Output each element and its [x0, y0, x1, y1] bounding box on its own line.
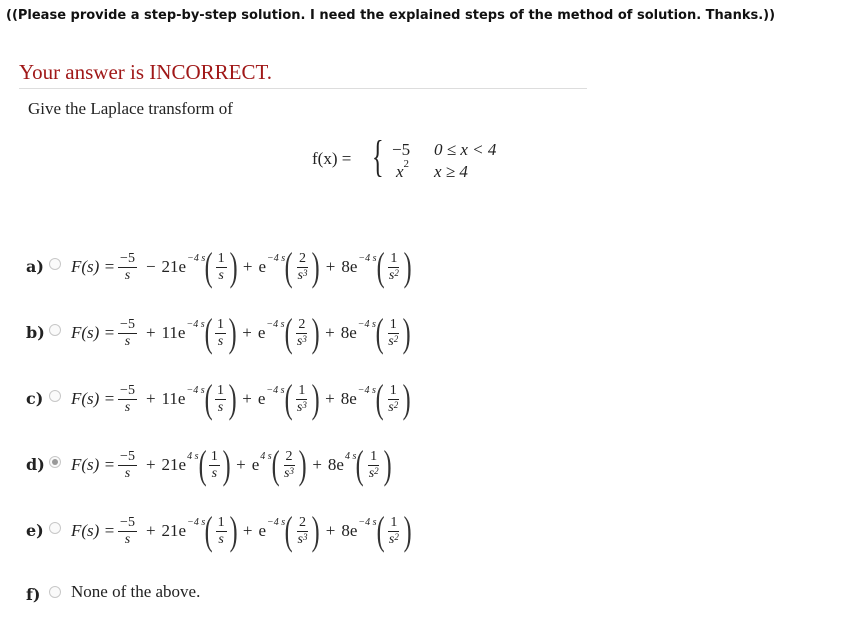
operator: +	[312, 455, 322, 474]
option-letter: e)	[26, 521, 44, 540]
operator: +	[325, 521, 336, 540]
coefficient: e	[258, 521, 267, 540]
operator: +	[325, 323, 335, 342]
fraction: $\frac{-5}{s}$	[120, 448, 135, 481]
fraction: $\frac{1}{s^3}$	[296, 382, 307, 415]
fraction: $\frac{-5}{s}$	[120, 316, 135, 349]
radio-button[interactable]	[49, 258, 61, 270]
radio-button[interactable]	[49, 324, 61, 336]
exponent: −4 s	[267, 252, 286, 264]
answer-option-c[interactable]	[0, 374, 851, 424]
coefficient: 8e	[340, 389, 357, 408]
fraction: $\frac{2}{s^3}$	[297, 250, 308, 283]
left-paren-icon: (	[375, 310, 384, 355]
fraction: $\frac{2}{s^3}$	[296, 316, 307, 349]
exponent: −4 s	[266, 384, 285, 396]
left-paren-icon: (	[376, 244, 385, 289]
divider	[19, 88, 587, 89]
exponent: −4 s	[187, 516, 206, 528]
formula-lhs: F(s) =	[71, 521, 116, 540]
operator: +	[242, 389, 252, 408]
coefficient: 8e	[340, 323, 357, 342]
operator: −	[145, 257, 156, 276]
option-letter: b)	[26, 323, 45, 342]
coefficient: e	[251, 455, 260, 474]
coefficient: 11e	[161, 389, 186, 408]
left-paren-icon: (	[204, 508, 213, 553]
left-paren-icon: (	[375, 376, 384, 421]
operator: +	[242, 257, 253, 276]
function-lhs: f(x) =	[312, 149, 352, 168]
formula-lhs: F(s) =	[71, 323, 116, 342]
right-paren-icon: )	[402, 376, 411, 421]
right-paren-icon: )	[311, 376, 320, 421]
radio-button[interactable]	[49, 456, 61, 468]
right-paren-icon: )	[229, 508, 238, 553]
fraction: $\frac{1}{s^2}$	[388, 382, 399, 415]
right-paren-icon: )	[312, 244, 321, 289]
left-paren-icon: (	[204, 376, 213, 421]
fraction: $\frac{1}{s}$	[216, 382, 224, 415]
answer-option-b[interactable]	[0, 308, 851, 358]
right-paren-icon: )	[229, 244, 238, 289]
row1-value: −5	[392, 140, 411, 159]
answer-option-a[interactable]	[0, 242, 851, 292]
fraction: $\frac{1}{s^2}$	[388, 514, 399, 547]
operator: +	[145, 323, 156, 342]
right-paren-icon: )	[228, 376, 237, 421]
exponent: −4 s	[187, 252, 206, 264]
operator: +	[145, 521, 156, 540]
answer-option-f[interactable]	[0, 570, 851, 620]
operator: +	[236, 455, 246, 474]
fraction: $\frac{1}{s}$	[217, 250, 225, 283]
fraction: $\frac{2}{s^3}$	[284, 448, 294, 481]
answer-option-e[interactable]	[0, 506, 851, 556]
answer-option-d[interactable]	[0, 440, 851, 490]
left-paren-icon: (	[204, 310, 213, 355]
operator: +	[325, 389, 335, 408]
coefficient: 8e	[341, 521, 358, 540]
coefficient: 21e	[161, 257, 187, 276]
coefficient: e	[257, 323, 266, 342]
left-brace-icon: {	[372, 132, 384, 181]
option-formula	[71, 242, 411, 292]
left-paren-icon: (	[376, 508, 385, 553]
fraction: $\frac{1}{s^2}$	[388, 316, 399, 349]
option-formula	[71, 374, 411, 424]
formula-lhs: F(s) =	[71, 455, 116, 474]
radio-button[interactable]	[49, 522, 61, 534]
exponent: 4 s	[344, 450, 357, 462]
exponent: −4 s	[357, 384, 376, 396]
right-paren-icon: )	[403, 508, 412, 553]
right-paren-icon: )	[402, 310, 411, 355]
left-paren-icon: (	[204, 244, 213, 289]
fraction: $\frac{-5}{s}$	[120, 250, 135, 283]
option-letter: f)	[26, 585, 41, 604]
row2-condition: x ≥ 4	[434, 162, 468, 181]
exponent: 4 s	[187, 450, 199, 462]
option-letter: a)	[26, 257, 44, 276]
exponent: −4 s	[358, 516, 377, 528]
option-letter: c)	[26, 389, 44, 408]
fraction: $\frac{-5}{s}$	[120, 382, 135, 415]
left-paren-icon: (	[284, 376, 293, 421]
right-paren-icon: )	[312, 508, 321, 553]
coefficient: 8e	[327, 455, 344, 474]
left-paren-icon: (	[271, 442, 280, 487]
status-message: Your answer is INCORRECT.	[19, 60, 272, 84]
coefficient: 21e	[161, 455, 187, 474]
question-prompt: Give the Laplace transform of	[28, 99, 233, 118]
row1-condition: 0 ≤ x < 4	[434, 140, 497, 159]
exponent: −4 s	[186, 318, 205, 330]
exponent: −4 s	[186, 384, 205, 396]
exponent: −4 s	[267, 516, 286, 528]
fraction: $\frac{1}{s}$	[216, 316, 224, 349]
radio-button[interactable]	[49, 390, 61, 402]
right-paren-icon: )	[298, 442, 307, 487]
radio-button[interactable]	[49, 586, 61, 598]
operator: +	[145, 455, 156, 474]
left-paren-icon: (	[356, 442, 365, 487]
exponent: −4 s	[266, 318, 285, 330]
coefficient: e	[258, 257, 267, 276]
option-label: None of the above.	[71, 582, 201, 601]
exponent: −4 s	[358, 252, 377, 264]
row2-value: $x^2$	[396, 158, 410, 181]
right-paren-icon: )	[311, 310, 320, 355]
fraction: $\frac{1}{s}$	[217, 514, 225, 547]
option-letter: d)	[26, 455, 45, 474]
left-paren-icon: (	[284, 310, 293, 355]
exponent: 4 s	[260, 450, 272, 462]
formula-lhs: F(s) =	[71, 257, 116, 276]
operator: +	[325, 257, 336, 276]
operator: +	[242, 323, 252, 342]
right-paren-icon: )	[403, 244, 412, 289]
fraction: $\frac{1}{s^2}$	[368, 448, 379, 481]
option-formula	[71, 440, 391, 490]
left-paren-icon: (	[284, 508, 293, 553]
right-paren-icon: )	[383, 442, 392, 487]
formula-lhs: F(s) =	[71, 389, 116, 408]
fraction: $\frac{1}{s^2}$	[388, 250, 399, 283]
fraction: $\frac{2}{s^3}$	[297, 514, 308, 547]
coefficient: 11e	[161, 323, 186, 342]
coefficient: 8e	[341, 257, 358, 276]
operator: +	[242, 521, 253, 540]
right-paren-icon: )	[222, 442, 231, 487]
left-paren-icon: (	[284, 244, 293, 289]
left-paren-icon: (	[198, 442, 207, 487]
option-formula	[71, 308, 411, 358]
exponent: −4 s	[357, 318, 376, 330]
fraction: $\frac{-5}{s}$	[120, 514, 135, 547]
right-paren-icon: )	[228, 310, 237, 355]
fraction: $\frac{1}{s}$	[210, 448, 218, 481]
option-formula	[71, 506, 411, 556]
coefficient: 21e	[161, 521, 187, 540]
coefficient: e	[257, 389, 266, 408]
operator: +	[145, 389, 156, 408]
instruction-note: ((Please provide a step-by-step solution. I need the explained steps of the method of solution. Thanks.))	[6, 8, 776, 23]
